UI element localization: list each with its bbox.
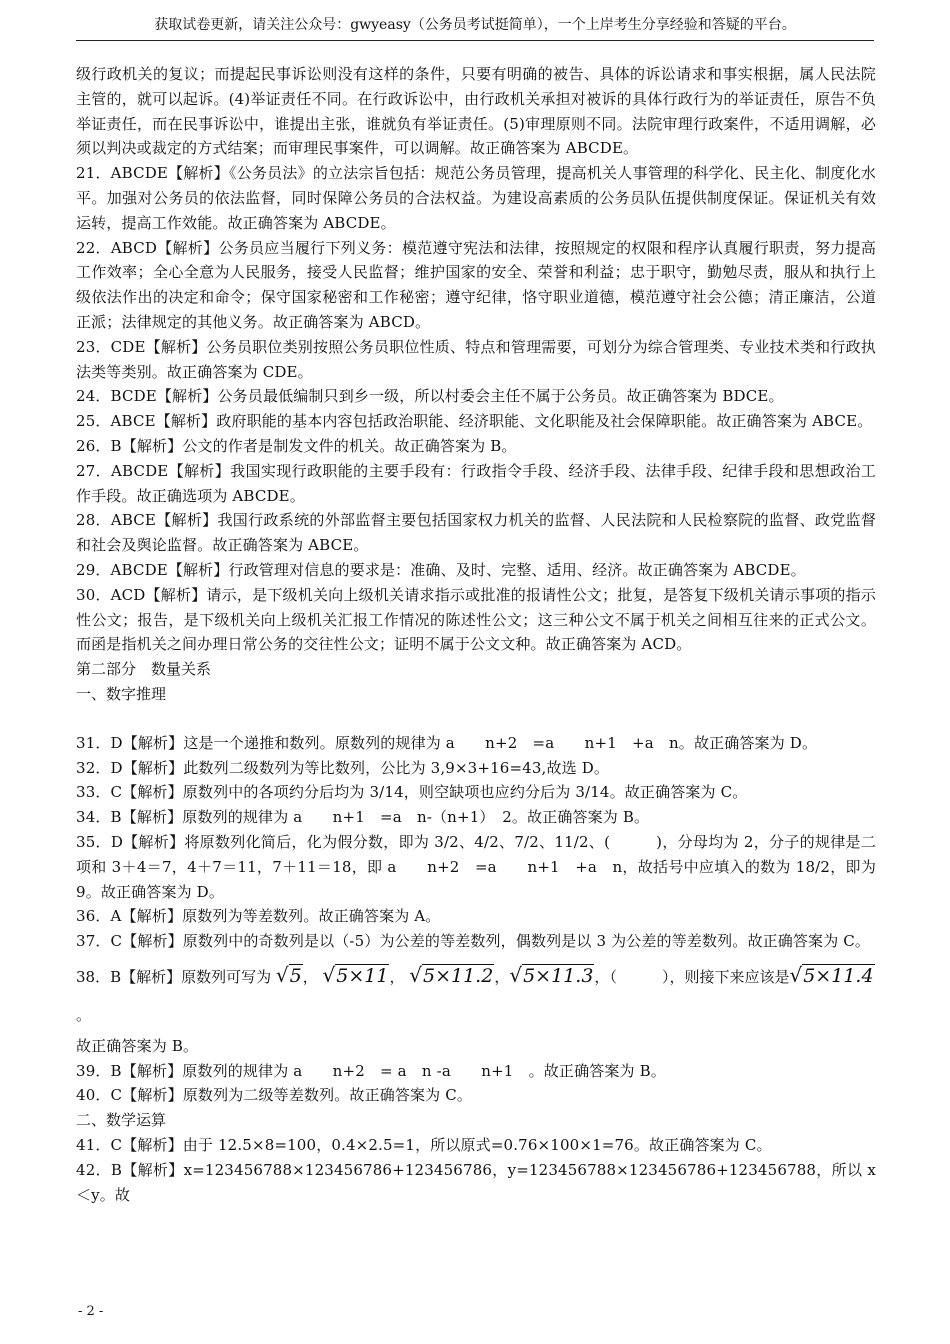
answer-38-middle: ，则接下来应该是 [669, 967, 790, 986]
answer-28: 28．ABCE【解析】我国行政系统的外部监督主要包括国家权力机关的监督、人民法院和人民检察院的监督、政党监督和社会及舆论监督。故正确答案为 ABCE。 [76, 511, 876, 555]
answer-40: 40．C【解析】原数列为二级等差数列。故正确答案为 C。 [76, 1086, 473, 1105]
section-title: 第二部分 数量关系 [76, 660, 212, 679]
page-header: 获取试卷更新，请关注公众号：gwyeasy（公务员考试挺简单），一个上岸考生分享经验和答疑的平台。 [76, 14, 874, 41]
answer-30: 30．ACD【解析】请示，是下级机关向上级机关请求指示或批准的报请性公文；批复，是答复下级机关请示事项的指示性公文；报告，是下级机关向上级机关汇报工作情况的陈述性公文；这三种公文不属于机关之间相互往来的正式公文。而函是指机关之间办理日常公务的交往性公文；证明不属于公文文种。故正确答案为 ACD。 [76, 585, 876, 654]
answer-39: 39．B【解析】原数列的规律为 a n+2 = a n -a n+1 。故正确答案为 B。 [76, 1061, 666, 1080]
spacer [76, 707, 876, 731]
subsection-title: 一、数字推理 [76, 684, 167, 703]
answer-block-end [76, 1133, 876, 1207]
sqrt-5x11-4: √5×11.4 [789, 962, 874, 987]
answer-42: 42．B【解析】x=123456788×123456786+123456786，y=123456788×123456786+123456788，所以 x＜y。故 [76, 1160, 876, 1204]
answer-21: 21．ABCDE【解析】《公务员法》的立法宗旨包括：规范公务员管理，提高机关人事管理的科学化、民主化、制度化水平。加强对公务员的依法监督，同时保障公务员的合法权益。为建设高素质的公务员队伍提供制度保证。保证机关有效运转，提高工作效能。故正确答案为 ABCDE。 [76, 164, 876, 232]
answer-38-formula-line: 38．B【解析】原数列可写为 √5， √5×11， √5×11.2，√5×11.3，（ ），则接下来应该是√5×11.4。 [76, 956, 876, 1034]
answer-block-mid [76, 731, 876, 954]
answer-36: 36．A【解析】原数列为等差数列。故正确答案为 A。 [76, 907, 441, 926]
answer-38-blank: （ ） [609, 967, 670, 986]
answer-32: 32．D【解析】此数列二级数列为等比数列，公比为 3,9×3+16=43,故选 D。 [76, 758, 610, 777]
sqrt-5x11: √5×11 [322, 962, 389, 987]
document-body [76, 62, 876, 1207]
answer-block-after [76, 1059, 876, 1109]
page-number: - 2 - [78, 1304, 104, 1319]
answer-29: 29．ABCDE【解析】行政管理对信息的要求是：准确、及时、完整、适用、经济。故正确答案为 ABCDE。 [76, 560, 806, 579]
answer-block-top [76, 62, 876, 657]
answer-38 [76, 956, 876, 1059]
answer-34: 34．B【解析】原数列的规律为 a n+1 =a n-（n+1） 2。故正确答案为 B。 [76, 808, 650, 827]
answer-41: 41．C【解析】由于 12.5×8=100，0.4×2.5=1，所以原式=0.76×100×1=76。故正确答案为 C。 [76, 1136, 772, 1155]
answer-25: 25．ABCE【解析】政府职能的基本内容包括政治职能、经济职能、文化职能及社会保障职能。故正确答案为 ABCE。 [76, 412, 873, 431]
answer-26: 26．B【解析】公文的作者是制发文件的机关。故正确答案为 B。 [76, 436, 517, 455]
sqrt-5: √5 [275, 962, 302, 987]
answer-37: 37．C【解析】原数列中的奇数列是以（-5）为公差的等差数列，偶数列是以 3 为公差的等差数列。故正确答案为 C。 [76, 932, 871, 951]
answer-27: 27．ABCDE【解析】我国实现行政职能的主要手段有：行政指令手段、经济手段、法律手段、纪律手段和思想政治工作手段。故正确选项为 ABCDE。 [76, 461, 876, 505]
answer-24: 24．BCDE【解析】公务员最低编制只到乡一级，所以村委会主任不属于公务员。故正确答案为 BDCE。 [76, 387, 784, 406]
answer-33: 33．C【解析】原数列中的各项约分后均为 3/14，则空缺项也应约分后为 3/14。故正确答案为 C。 [76, 783, 748, 802]
sqrt-5x11-2: √5×11.2 [409, 962, 494, 987]
answer-38-prefix: 38．B【解析】原数列可写为 [76, 967, 272, 986]
subsection-title: 二、数学运算 [76, 1111, 167, 1130]
answer-35: 35．D【解析】将原数列化简后，化为假分数，即为 3/2、4/2、7/2、11/2、( )，分母均为 2，分子的规律是二项和 3＋4＝7，4＋7＝11，7＋11＝18，即 a n+2 =a n+1 +a n，故括号中应填入的数为 18/2，即为 9。故正确答案为 D。 [76, 832, 876, 901]
sqrt-5x11-3: √5×11.3 [509, 962, 594, 987]
answer-23: 23．CDE【解析】公务员职位类别按照公务员职位性质、特点和管理需要，可划分为综合管理类、专业技术类和行政执法类等类别。故正确答案为 CDE。 [76, 337, 876, 381]
answer-38-end: 。 [76, 1005, 92, 1024]
answer-31: 31．D【解析】这是一个递推和数列。原数列的规律为 a n+2 =a n+1 +a n。故正确答案为 D。 [76, 733, 818, 752]
answer-38-conclusion: 故正确答案为 B。 [76, 1036, 199, 1055]
paragraph: 级行政机关的复议；而提起民事诉讼则没有这样的条件，只要有明确的被告、具体的诉讼请求和事实根据，属人民法院主管的，就可以起诉。(4)举证责任不同。在行政诉讼中，由行政机关承担对被诉的具体行政行为的举证责任，原告不负举证责任，而在民事诉讼中，谁提出主张，谁就负有举证责任。(5)审理原则不同。法院审理行政案件，不适用调解，必须以判决或裁定的方式结案；而审理民事案件，可以调解。故正确答案为 ABCDE。 [76, 65, 876, 158]
answer-22: 22．ABCD【解析】公务员应当履行下列义务：模范遵守宪法和法律，按照规定的权限和程序认真履行职责，努力提高工作效率；全心全意为人民服务，接受人民监督；维护国家的安全、荣誉和利益；忠于职守，勤勉尽责，服从和执行上级依法作出的决定和命令；保守国家秘密和工作秘密；遵守纪律，恪守职业道德，模范遵守社会公德；清正廉洁，公道正派；法律规定的其他义务。故正确答案为 ABCD。 [76, 238, 876, 331]
